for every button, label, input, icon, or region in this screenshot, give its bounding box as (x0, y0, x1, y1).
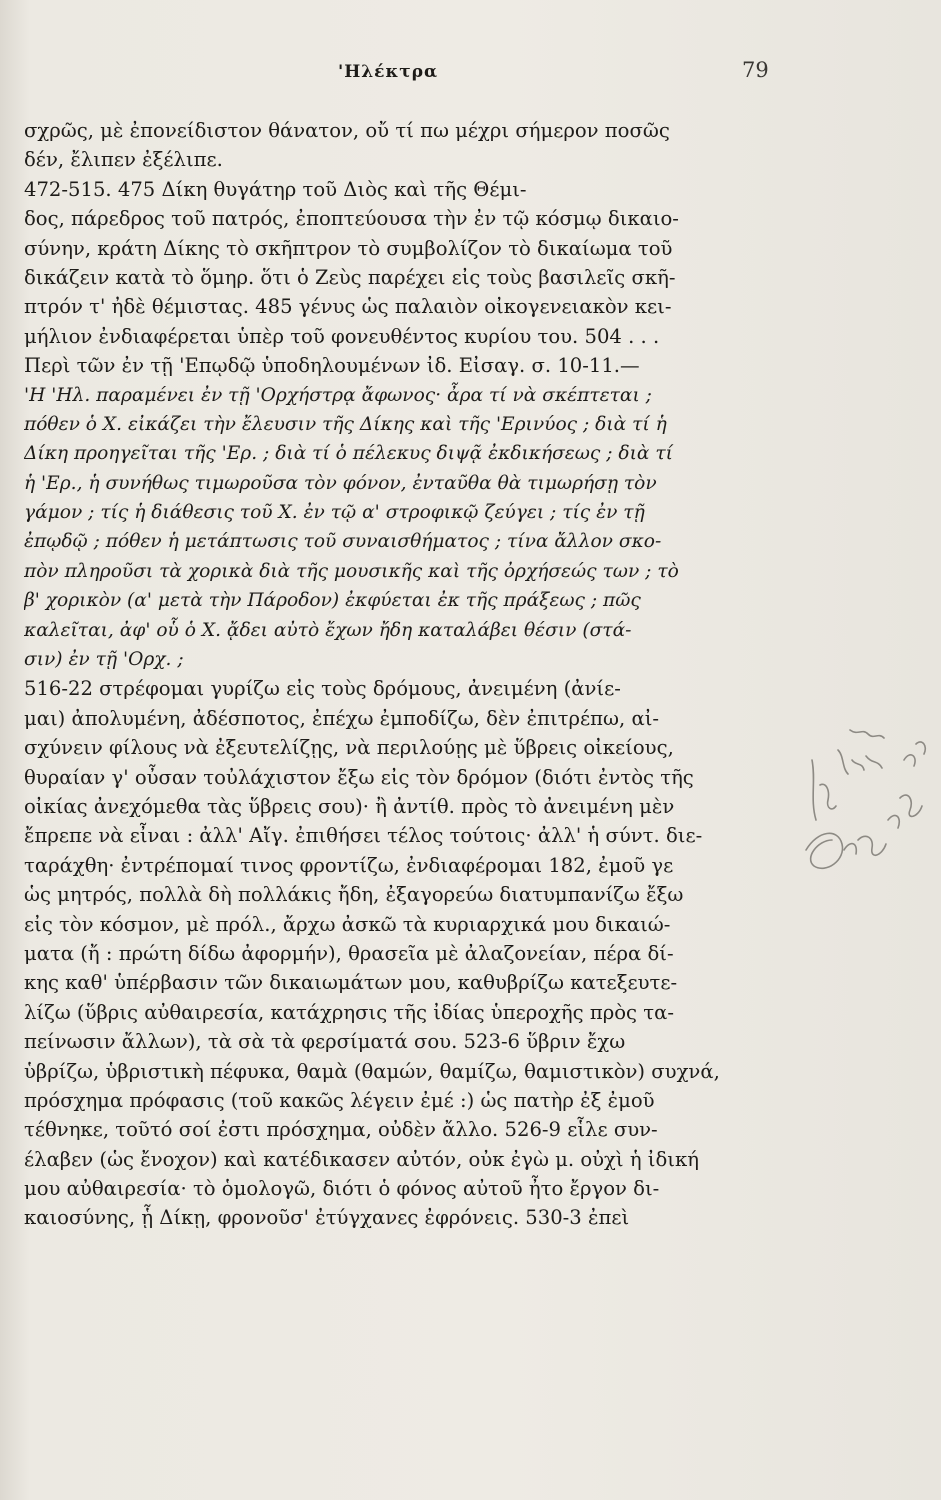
text-line: λίζω (ὕβρις αὐθαιρεσία, κατάχρησις τῆς ἰδίας ὑπεροχῆς πρὸς τα- (24, 1000, 674, 1024)
pencil-scribble-icon (792, 690, 941, 910)
text-line: ἐπῳδῷ ; πόθεν ἡ μετάπτωσις τοῦ συναισθήματος ; τίνα ἄλλον σκο- (24, 531, 662, 553)
text-line: Περὶ τῶν ἐν τῇ 'Επῳδῷ ὑποδηλουμένων ἰδ. Εἰσαγ. σ. 10-11.— (24, 354, 640, 378)
text-line: δέν, ἔλιπεν ἐξέλιπε. (24, 148, 223, 172)
text-line: ματα (ἤ : πρώτη δίδω ἀφορμήν), θρασεῖα μὲ ἀλαζονείαν, πέρα δί- (24, 941, 674, 965)
text-line: πόθεν ὁ Χ. εἰκάζει τὴν ἔλευσιν τῆς Δίκης καὶ τῆς 'Ερινύος ; διὰ τί ἡ (24, 413, 667, 435)
text-line: σιν) ἐν τῇ 'Ορχ. ; (24, 649, 184, 671)
text-line: μήλιον ἐνδιαφέρεται ὑπὲρ τοῦ φονευθέντος κυρίου του. 504 . . . (24, 324, 660, 348)
text-line: σύνην, κράτη Δίκης τὸ σκῆπτρον τὸ συμβολίζον τὸ δικαίωμα τοῦ (24, 236, 673, 260)
text-line: πτρόν τ' ἠδὲ θέμιστας. 485 γένυς ὡς παλαιὸν οἰκογενειακὸν κει- (24, 295, 672, 319)
running-title: 'Ηλέκτρα (338, 62, 439, 82)
text-line: μαι) ἀπολυμένη, ἀδέσποτος, ἐπέχω ἐμποδίζω, δὲν ἐπιτρέπω, αἰ- (24, 706, 659, 730)
text-line: καιοσύνης, ᾗ Δίκῃ, φρονοῦσ' ἐτύγχανες ἐφρόνεις. 530-3 ἐπεὶ (24, 1206, 630, 1230)
text-line: τέθνηκε, τοῦτό σοί ἐστι πρόσχημα, οὐδὲν ἄλλο. 526-9 εἷλε συν- (24, 1118, 658, 1142)
text-line: πρόσχημα πρόφασις (τοῦ κακῶς λέγειν ἐμέ :) ὡς πατὴρ ἐξ ἐμοῦ (24, 1088, 655, 1112)
handwritten-margin-note (792, 690, 941, 910)
text-line: ὑβρίζω, ὑβριστικὴ πέφυκα, θαμὰ (θαμών, θαμίζω, θαμιστικὸν) συχνά, (24, 1059, 720, 1083)
text-line: πὸν πληροῦσι τὰ χορικὰ διὰ τῆς μουσικῆς καὶ τῆς ὀρχήσεώς των ; τὸ (24, 560, 679, 582)
text-line: οἰκίας ἀνεχόμεθα τὰς ὕβρεις σου)· ἢ ἀντίθ. πρὸς τὸ ἀνειμένη μὲν (24, 794, 675, 818)
page-number: 79 (742, 58, 769, 82)
text-line: ἡ 'Ερ., ἡ συνήθως τιμωροῦσα τὸν φόνον, ἐνταῦθα θὰ τιμωρήσῃ τὸν (24, 472, 657, 494)
commentary-text (24, 116, 794, 1233)
text-line: 'Η 'Ηλ. παραμένει ἐν τῇ 'Ορχήστρᾳ ἄφωνος· ἆρα τί νὰ σκέπτεται ; (24, 384, 652, 406)
text-line: θυραίαν γ' οὖσαν τοὐλάχιστον ἔξω εἰς τὸν δρόμον (διότι ἐντὸς τῆς (24, 765, 694, 789)
text-line: δικάζειν κατὰ τὸ ὅμηρ. ὅτι ὁ Ζεὺς παρέχει εἰς τοὺς βασιλεῖς σκῆ- (24, 265, 676, 289)
text-line: 472-515. 475 Δίκη θυγάτηρ τοῦ Διὸς καὶ τῆς Θέμι- (24, 177, 527, 201)
text-line: Δίκη προηγεῖται τῆς 'Ερ. ; διὰ τί ὁ πέλεκυς διψᾷ ἐκδικήσεως ; διὰ τί (24, 443, 673, 465)
text-line: δος, πάρεδρος τοῦ πατρός, ἐποπτεύουσα τὴν ἐν τῷ κόσμῳ δικαιο- (24, 207, 679, 231)
text-line: πείνωσιν ἄλλων), τὰ σὰ τὰ φερσίματά σου. 523-6 ὕβριν ἔχω (24, 1030, 626, 1054)
page-header (0, 58, 941, 90)
text-line: ταράχθη· ἐντρέπομαί τινος φροντίζω, ἐνδιαφέρομαι 182, ἐμοῦ γε (24, 853, 674, 877)
text-line: εἰς τὸν κόσμον, μὲ πρόλ., ἄρχω ἀσκῶ τὰ κυριαρχικά μου δικαιώ- (24, 912, 671, 936)
text-line: β' χορικὸν (α' μετὰ τὴν Πάροδον) ἐκφύεται ἐκ τῆς πράξεως ; πῶς (24, 590, 641, 612)
text-line: 516-22 στρέφομαι γυρίζω εἰς τοὺς δρόμους, ἀνειμένη (ἀνίε- (24, 677, 621, 701)
text-line: κης καθ' ὑπέρβασιν τῶν δικαιωμάτων μου, καθυβρίζω κατεξευτε- (24, 971, 678, 995)
text-line: σχρῶς, μὲ ἐπονείδιστον θάνατον, οὔ τί πω μέχρι σήμερον ποσῶς (24, 119, 670, 142)
text-line: καλεῖται, ἀφ' οὗ ὁ Χ. ᾄδει αὐτὸ ἔχων ἤδη καταλάβει θέσιν (στά- (24, 619, 632, 641)
text-line: ὡς μητρός, πολλὰ δὴ πολλάκις ἤδη, ἐξαγορεύω διατυμπανίζω ἔξω (24, 883, 684, 907)
text-line: γάμον ; τίς ἡ διάθεσις τοῦ Χ. ἐν τῷ α' στροφικῷ ζεύγει ; τίς ἐν τῇ (24, 502, 645, 524)
text-line: ἔπρεπε νὰ εἶναι : ἀλλ' Αἴγ. ἐπιθήσει τέλος τούτοις· ἀλλ' ἡ σύντ. διε- (24, 824, 703, 848)
text-line: έλαβεν (ὡς ἔνοχον) καὶ κατέδικασεν αὐτόν, οὐκ ἐγὼ μ. οὐχὶ ἡ ἰδική (24, 1147, 699, 1171)
text-line: μου αὐθαιρεσία· τὸ ὁμολογῶ, διότι ὁ φόνος αὐτοῦ ἦτο ἔργον δι- (24, 1177, 660, 1201)
text-line: σχύνειν φίλους νὰ ἐξευτελίζῃς, νὰ περιλούῃς μὲ ὕβρεις οἰκείους, (24, 736, 674, 760)
